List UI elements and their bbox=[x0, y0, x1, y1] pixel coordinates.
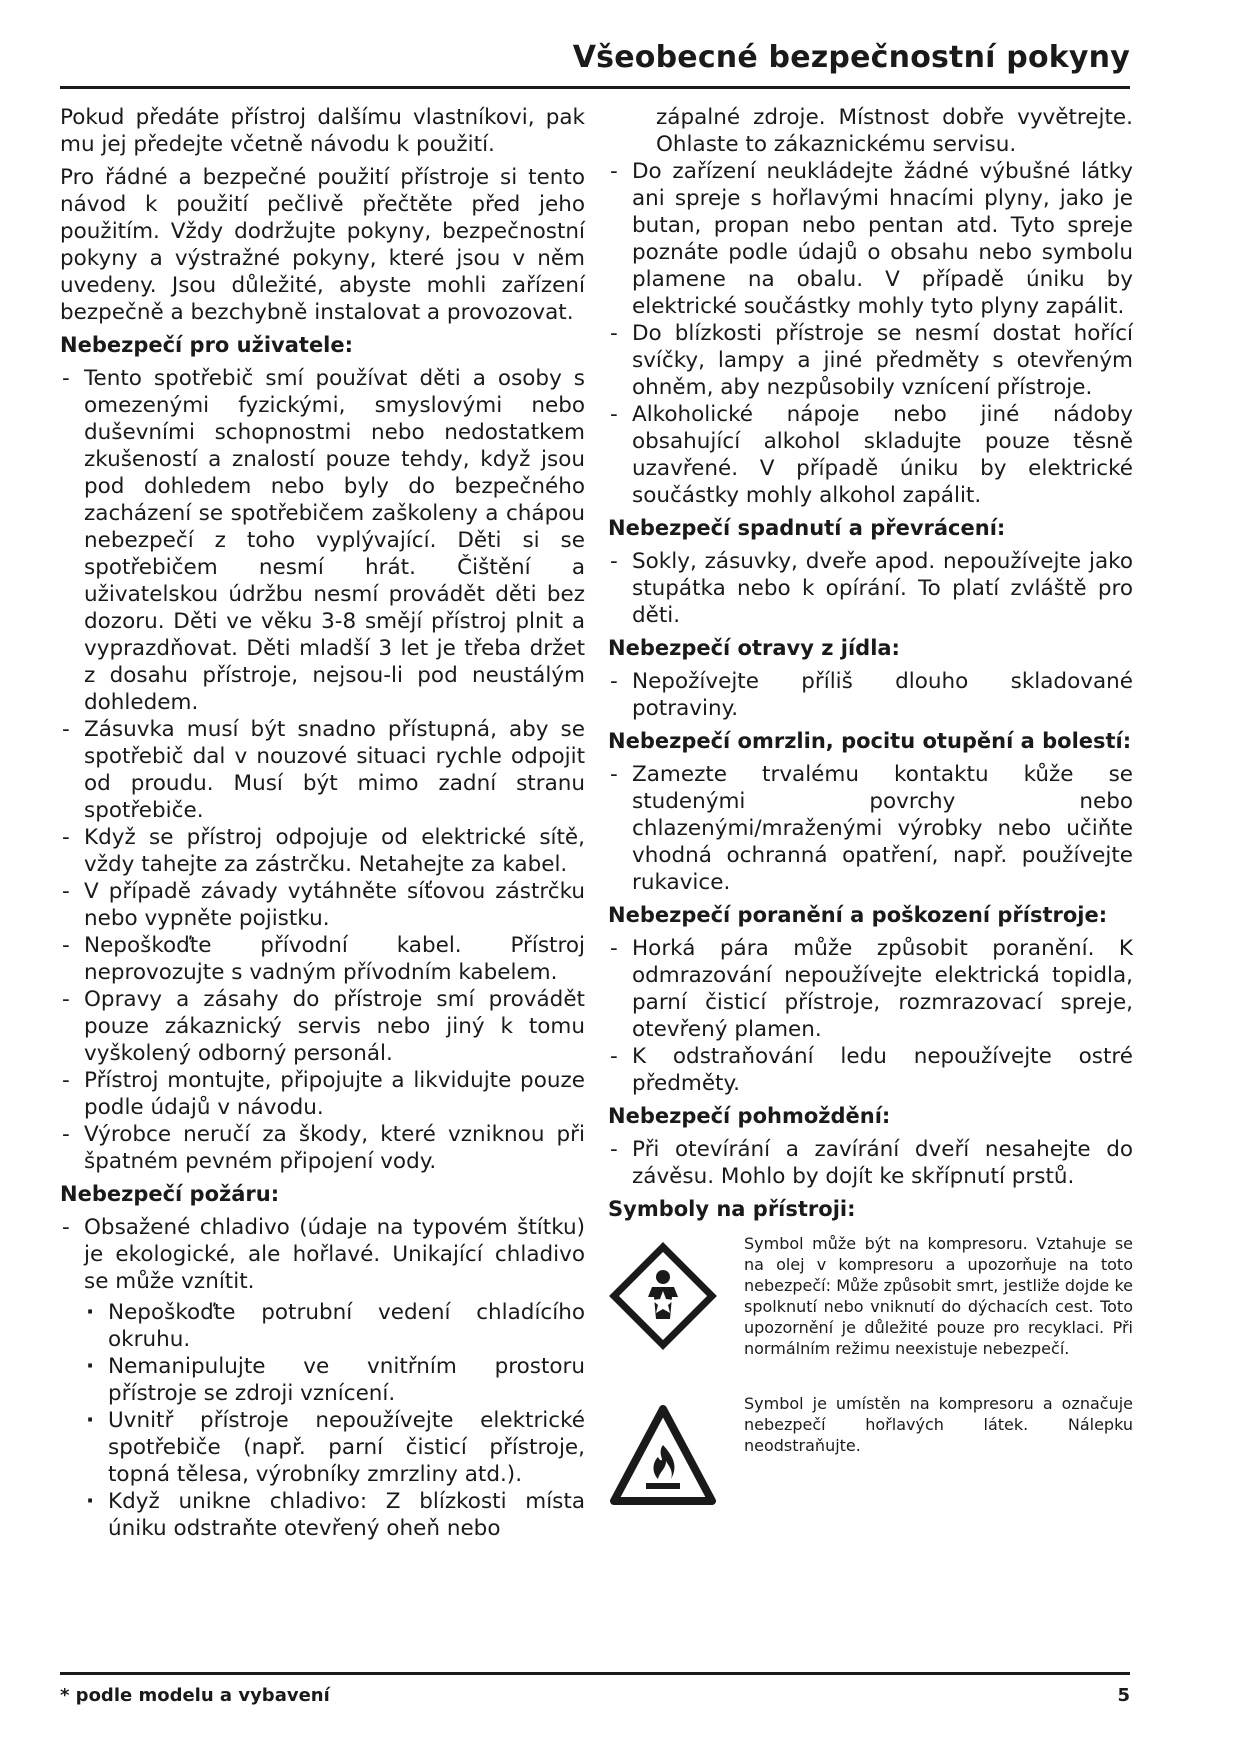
intro-paragraph: Pokud předáte přístroj dalšímu vlastníkovi, pak mu jej předejte včetně návodu k použití. bbox=[60, 105, 585, 157]
sub-list-item: · Když unikne chladivo: Z blízkosti místa úniku odstraňte otevřený oheň nebo bbox=[84, 1488, 585, 1542]
symbols-list bbox=[608, 1233, 1133, 1543]
list-item: - Nepoškoďte přívodní kabel. Přístroj neprovozujte s vadným přívodním kabelem. bbox=[60, 932, 585, 986]
symbol-row bbox=[608, 1393, 1133, 1543]
list-item: - Alkoholické nápoje nebo jiné nádoby obsahující alkohol skladujte pouze těsně uzavřené. V případě úniku by elektrické součástky mohly alkohol zapálit. bbox=[608, 401, 1133, 509]
list-item: - Nepožívejte příliš dlouho skladované potraviny. bbox=[608, 668, 1133, 722]
list-item: - Přístroj montujte, připojujte a likvidujte pouze podle údajů v návodu. bbox=[60, 1067, 585, 1121]
footnote: * podle modelu a vybavení bbox=[60, 1685, 330, 1706]
list-item: - Sokly, zásuvky, dveře apod. nepoužívejte jako stupátka nebo k opírání. To platí zvláště pro děti. bbox=[608, 548, 1133, 629]
fire-danger-list-continued bbox=[608, 158, 1133, 509]
health-hazard-icon bbox=[608, 1241, 718, 1351]
food-danger-list bbox=[608, 668, 1133, 722]
injury-danger-list bbox=[608, 935, 1133, 1097]
intro-paragraph: Pro řádné a bezpečné použití přístroje si tento návod k použití pečlivě přečtěte před jeho použitím. Vždy dodržujte pokyny, bezpečnostní pokyny a výstražné pokyny, které jsou v něm uvedeny. Jsou důležité, abyste mohli zařízení bezpečně a bezchybně instalovat a provozovat. bbox=[60, 165, 585, 325]
list-item-text: Obsažené chladivo (údaje na typovém štítku) je ekologické, ale hořlavé. Unikající chladivo se může vznítit. bbox=[84, 1215, 585, 1294]
fire-sub-list bbox=[84, 1299, 585, 1542]
flammable-warning-icon bbox=[608, 1401, 718, 1511]
right-column bbox=[608, 104, 1133, 1553]
list-item: - V případě závady vytáhněte síťovou zástrčku nebo vypněte pojistku. bbox=[60, 878, 585, 932]
list-item: - Výrobce neručí za škody, které vzniknou při špatném pevném připojení vody. bbox=[60, 1121, 585, 1175]
fall-danger-list bbox=[608, 548, 1133, 629]
list-item: - Zamezte trvalému kontaktu kůže se studenými povrchy nebo chlazenými/mraženými výrobky nebo učiňte vhodná ochranná opatření, např. používejte rukavice. bbox=[608, 761, 1133, 896]
symbol-description: Symbol může být na kompresoru. Vztahuje se na olej v kompresoru a upozorňuje na toto nebezpečí: Může způsobit smrt, jestliže dojde ke spolknutí nebo vniknutí do dýchacích cest. Toto upozornění je důležité pouze pro recyklaci. Při normálním režimu neexistuje nebezpečí. bbox=[744, 1234, 1133, 1358]
list-item: - Opravy a zásahy do přístroje smí provádět pouze zákaznický servis nebo jiný k tomu vyškolený odborný personál. bbox=[60, 986, 585, 1067]
list-item: - Do blízkosti přístroje se nesmí dostat hořící svíčky, lampy a jiné předměty s otevřeným ohněm, aby nezpůsobily vznícení přístroje. bbox=[608, 320, 1133, 401]
footer-divider bbox=[60, 1672, 1130, 1675]
symbol-description: Symbol je umístěn na kompresoru a označuje nebezpečí hořlavých látek. Nálepku neodstraňujte. bbox=[744, 1394, 1133, 1455]
page-number: 5 bbox=[1117, 1685, 1130, 1706]
symbol-row bbox=[608, 1233, 1133, 1383]
section-heading-crush: Nebezpečí pohmoždění: bbox=[608, 1104, 891, 1128]
section-heading-food: Nebezpečí otravy z jídla: bbox=[608, 636, 900, 660]
section-heading-user: Nebezpečí pro uživatele: bbox=[60, 333, 354, 357]
list-item: - Tento spotřebič smí používat děti a osoby s omezenými fyzickými, smyslovými nebo duševními schopnostmi nebo nedostatkem zkušeností a znalostí pouze tehdy, když jsou pod dohledem nebo byly do bezpečného zacházení se spotřebičem zaškoleny a chápou nebezpečí z toho vyplývající. Děti si se spotřebičem nesmí hrát. Čištění a uživatelskou údržbu nesmí provádět děti bez dozoru. Děti ve věku 3-8 smějí přístroj plnit a vyprazdňovat. Děti mladší 3 let je třeba držet z dosahu přístroje, nejsou-li pod neustálým dohledem. bbox=[60, 365, 585, 716]
fire-danger-list bbox=[60, 1214, 585, 1295]
crush-danger-list bbox=[608, 1136, 1133, 1190]
frost-danger-list bbox=[608, 761, 1133, 896]
section-heading-fire: Nebezpečí požáru: bbox=[60, 1182, 280, 1206]
sub-list-item: · Nepoškoďte potrubní vedení chladícího okruhu. bbox=[84, 1299, 585, 1353]
page-title: Všeobecné bezpečnostní pokyny bbox=[572, 40, 1130, 75]
list-item: - Horká pára může způsobit poranění. K odmrazování nepoužívejte elektrická topidla, parní čisticí přístroje, rozmrazovací spreje, otevřený plamen. bbox=[608, 935, 1133, 1043]
list-item: - K odstraňování ledu nepoužívejte ostré předměty. bbox=[608, 1043, 1133, 1097]
left-column bbox=[60, 104, 585, 1542]
section-heading-frost: Nebezpečí omrzlin, pocitu otupění a bolestí: bbox=[608, 729, 1132, 753]
section-heading-injury: Nebezpečí poranění a poškození přístroje: bbox=[608, 903, 1108, 927]
continued-text: zápalné zdroje. Místnost dobře vyvětrejte. Ohlaste to zákaznickému servisu. bbox=[656, 105, 1133, 157]
list-item: - Když se přístroj odpojuje od elektrické sítě, vždy tahejte za zástrčku. Netahejte za kabel. bbox=[60, 824, 585, 878]
list-item: - Při otevírání a zavírání dveří nesahejte do závěsu. Mohlo by dojít ke skřípnutí prstů. bbox=[608, 1136, 1133, 1190]
section-heading-symbols: Symboly na přístroji: bbox=[608, 1197, 856, 1221]
list-item: - Do zařízení neukládejte žádné výbušné látky ani spreje s hořlavými hnacími plyny, jako je butan, propan nebo pentan atd. Tyto spreje poznáte podle údajů o obsahu nebo symbolu plamene na obalu. V případě úniku by elektrické součástky mohly tyto plyny zapálit. bbox=[608, 158, 1133, 320]
sub-list-item: · Nemanipulujte ve vnitřním prostoru přístroje se zdroji vznícení. bbox=[84, 1353, 585, 1407]
list-item bbox=[60, 1214, 585, 1295]
sub-list-item: · Uvnitř přístroje nepoužívejte elektrické spotřebiče (např. parní čisticí přístroje, topná tělesa, výrobníky zmrzliny atd.). bbox=[84, 1407, 585, 1488]
title-divider bbox=[60, 86, 1130, 89]
section-heading-fall: Nebezpečí spadnutí a převrácení: bbox=[608, 516, 1006, 540]
user-danger-list bbox=[60, 365, 585, 1175]
list-item: - Zásuvka musí být snadno přístupná, aby se spotřebič dal v nouzové situaci rychle odpojit od proudu. Musí být mimo zadní stranu spotřebiče. bbox=[60, 716, 585, 824]
